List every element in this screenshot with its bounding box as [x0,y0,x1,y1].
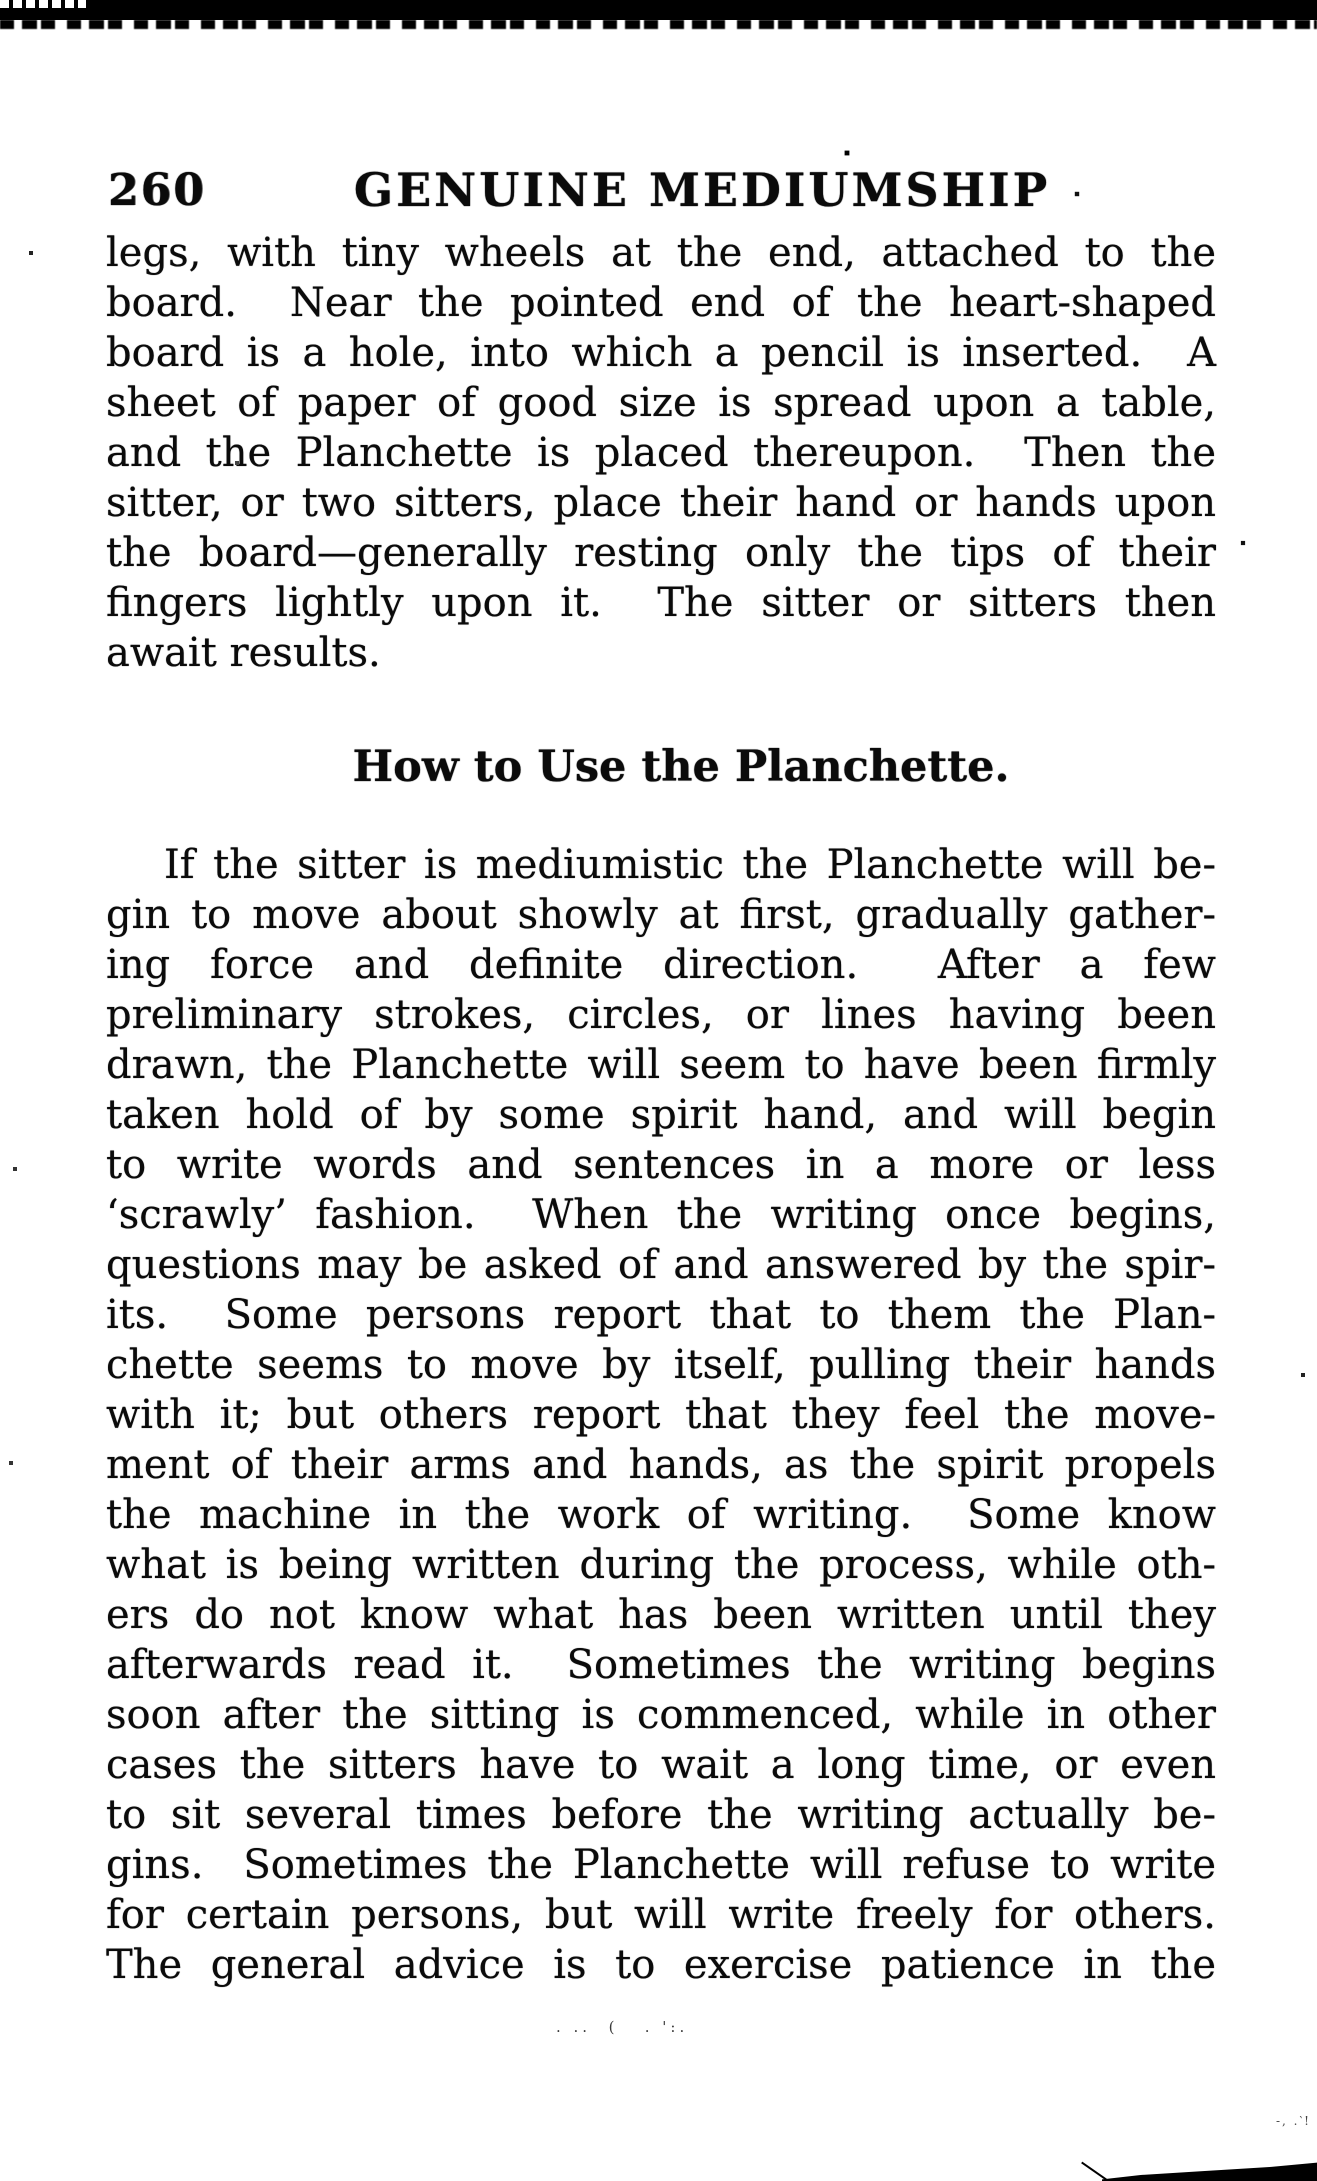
scan-speckles [0,0,2,2]
text-line: If the sitter is mediumistic the Planchette will be- [164,842,1216,888]
scan-edge-bar [0,0,1317,20]
text-line: ‘scrawly’ fashion. When the writing once begins, [106,1192,1216,1238]
text-line: gin to move about showly at first, gradually gather- [106,892,1216,938]
text-line: gins. Sometimes the Planchette will refuse to write [106,1842,1216,1888]
text-line: legs, with tiny wheels at the end, attached to the [106,230,1216,276]
text-line: ing force and definite direction. After a few [106,942,1216,988]
text-line: ment of their arms and hands, as the spirit propels [106,1442,1216,1488]
text-line: fingers lightly upon it. The sitter or sitters then [106,580,1216,626]
text-line: preliminary strokes, circles, or lines having been [106,992,1216,1038]
running-title: GENUINE MEDIUMSHIP [353,163,1051,217]
text-line: taken hold of by some spirit hand, and will begin [106,1092,1216,1138]
text-line: The general advice is to exercise patience in the [106,1942,1216,1988]
text-line: the board—generally resting only the tips of their [106,530,1216,576]
section-heading: How to Use the Planchette. [352,742,1010,792]
text-line: to sit several times before the writing actually be- [106,1792,1216,1838]
paragraph-2 [106,840,1216,1990]
text-line: await results. [106,630,381,676]
text-line: cases the sitters have to wait a long time, or even [106,1742,1216,1788]
scan-corner-shadow [1102,2161,1317,2181]
text-line: and the Planchette is placed thereupon. Then the [106,430,1216,476]
text-line: sitter, or two sitters, place their hand or hands upon [106,480,1216,526]
text-line: the machine in the work of writing. Some know [106,1492,1216,1538]
text-line: for certain persons, but will write freely for others. [106,1892,1216,1938]
text-line: soon after the sitting is commenced, while in other [106,1692,1216,1738]
page-header [106,163,1216,219]
text-line: chette seems to move by itself, pulling their hands [106,1342,1216,1388]
text-line: what is being written during the process, while oth- [106,1542,1216,1588]
text-line: questions may be asked of and answered by the spir- [106,1242,1216,1288]
scan-corner-line [1081,2162,1107,2181]
text-line: drawn, the Planchette will seem to have been firmly [106,1042,1216,1088]
text-line: to write words and sentences in a more or less [106,1142,1216,1188]
text-line: board is a hole, into which a pencil is inserted. A [106,330,1216,376]
text-line: afterwards read it. Sometimes the writing begins [106,1642,1216,1688]
text-line: ers do not know what has been written until they [106,1592,1216,1638]
text-line: its. Some persons report that to them the Plan- [106,1292,1216,1338]
text-line: board. Near the pointed end of the heart-shaped [106,280,1216,326]
scan-artifact-marks: . .. ( . ':. [556,2018,689,2036]
page-number: 260 [108,165,206,216]
text-line: with it; but others report that they feel the move- [106,1392,1216,1438]
paragraph-1 [106,228,1216,678]
text-line: sheet of paper of good size is spread upon a table, [106,380,1216,426]
scan-edge-mark: -, .‵! [1275,2114,1311,2128]
